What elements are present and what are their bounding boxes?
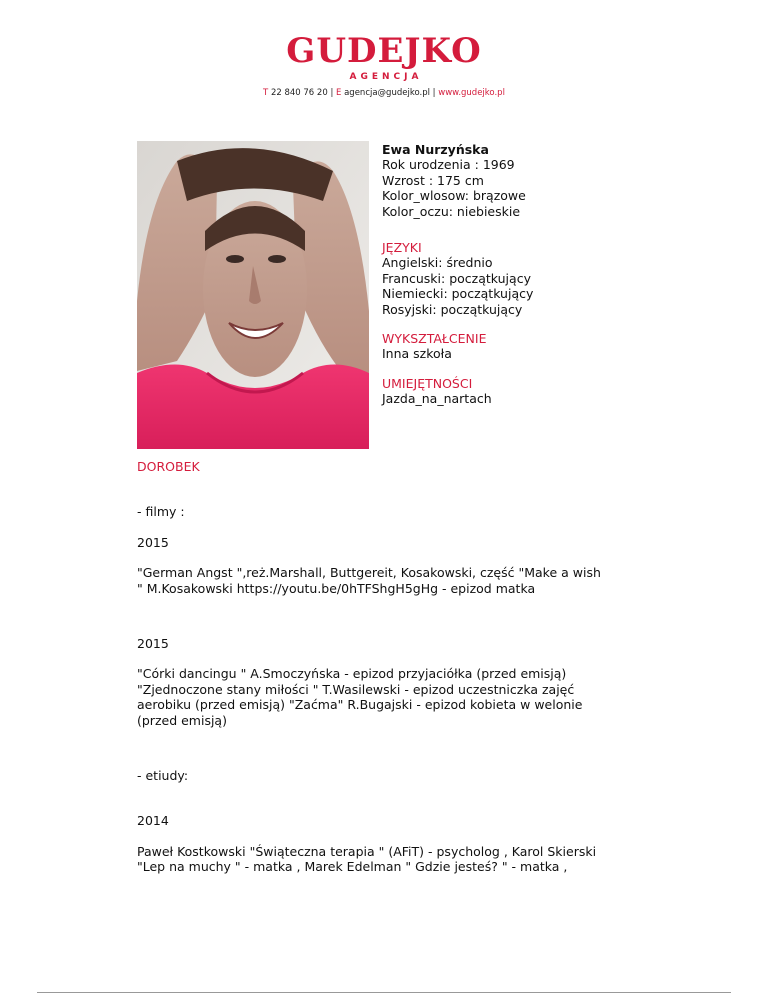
- entry-line: "Lep na muchy " - matka , Marek Edelman " Gdzie jesteś? " - matka ,: [137, 859, 568, 875]
- person-name: Ewa Nurzyńska: [382, 142, 489, 157]
- education-value: Inna szkoła: [382, 346, 452, 362]
- entry-line: (przed emisją): [137, 712, 227, 728]
- skills-title: UMIEJĘTNOŚCI: [382, 375, 473, 391]
- languages-title: JĘZYKI: [382, 240, 422, 256]
- entry-line: "Zjednoczone stany miłości " T.Wasilewski - epizod uczestniczka zajęć: [137, 681, 575, 697]
- education-title: WYKSZTAŁCENIE: [382, 331, 487, 347]
- footer-divider: [37, 992, 731, 993]
- entry-line: "German Angst ",reż.Marshall, Buttgereit, Kosakowski, część "Make a wish: [137, 565, 601, 581]
- filmography-section: [137, 459, 637, 875]
- website-link[interactable]: www.gudejko.pl: [438, 88, 505, 98]
- hair-color: Kolor_wlosow: brązowe: [382, 188, 526, 204]
- language-item: Angielski: średnio: [382, 255, 493, 271]
- entry-line: " M.Kosakowski https://youtu.be/0hTFShgH5gHg - epizod matka: [137, 580, 536, 596]
- entry-line: "Córki dancingu " A.Smoczyńska - epizod przyjaciółka (przed emisją): [137, 666, 567, 682]
- email-address[interactable]: agencja@gudejko.pl: [344, 88, 430, 98]
- etiudy-label: - etiudy:: [137, 768, 189, 784]
- profile-photo: [137, 141, 369, 449]
- height: Wzrost : 175 cm: [382, 172, 484, 188]
- year-heading: 2014: [137, 813, 169, 829]
- films-label: - filmy :: [137, 504, 185, 520]
- phone-number: 22 840 76 20: [270, 88, 328, 98]
- logo-wordmark: GUDEJKO: [286, 31, 482, 71]
- eye-color: Kolor_oczu: niebieskie: [382, 203, 521, 219]
- agency-logo: [0, 31, 768, 82]
- filmography-title: DOROBEK: [137, 459, 200, 474]
- contact-line: [0, 88, 768, 98]
- logo-subtitle: AGENCJA: [349, 72, 423, 82]
- birth-year: Rok urodzenia : 1969: [382, 157, 515, 173]
- email-label: E: [336, 88, 342, 98]
- skills-value: Jazda_na_nartach: [382, 391, 492, 407]
- language-item: Niemiecki: początkujący: [382, 286, 534, 302]
- phone-label: T: [263, 88, 269, 98]
- year-heading: 2015: [137, 636, 169, 652]
- separator: |: [432, 88, 436, 98]
- entry-line: Paweł Kostkowski "Świąteczna terapia " (AFiT) - psycholog , Karol Skierski: [137, 843, 597, 859]
- language-item: Rosyjski: początkujący: [382, 301, 523, 317]
- year-heading: 2015: [137, 534, 169, 550]
- entry-line: aerobiku (przed emisją) "Zaćma" R.Bugajski - epizod kobieta w welonie: [137, 697, 583, 713]
- separator: |: [330, 88, 334, 98]
- language-item: Francuski: początkujący: [382, 270, 531, 286]
- profile-details: [382, 142, 533, 407]
